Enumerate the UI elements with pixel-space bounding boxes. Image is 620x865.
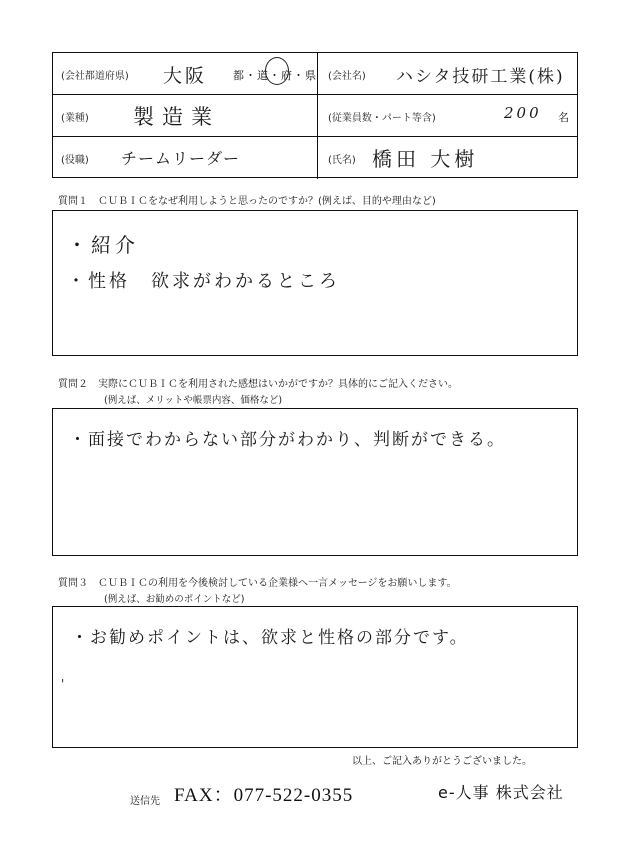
name-label: (氏名): [328, 155, 356, 166]
question-2-sub: (例えば、メリットや帳票内容、価格など): [104, 395, 283, 406]
employees-unit: 名: [558, 111, 569, 124]
employees-cell: [318, 95, 579, 136]
prefecture-value: 大阪: [163, 65, 208, 87]
answer-1-line-2: ・性格 欲求がわかるところ: [67, 271, 340, 292]
footer-company-name: e-人事 株式会社: [438, 783, 564, 802]
industry-cell: [53, 95, 318, 136]
employees-label: (従業員数・パート等含): [328, 113, 436, 124]
company-label: (会社名): [328, 71, 366, 82]
footer-fax-number: FAX：077-522-0355: [174, 785, 354, 806]
role-value: チームリーダー: [121, 149, 241, 168]
employees-value: 200: [504, 104, 542, 122]
company-value: ハシタ技研工業(株): [396, 67, 565, 87]
answer-box-2: [52, 408, 578, 556]
answer-box-3: [52, 606, 578, 748]
answer-3-line-1: ・お勧めポイントは、欲求と性格の部分です。: [71, 628, 469, 648]
prefecture-label: (会社都道府県): [61, 71, 129, 82]
info-row-2: [53, 95, 577, 137]
prefecture-selection-circle: [265, 57, 289, 85]
info-row-1: [53, 53, 577, 95]
role-label: (役職): [61, 155, 89, 166]
prefecture-cell: [53, 53, 318, 94]
info-row-3: [53, 137, 577, 179]
name-cell: [318, 137, 579, 179]
industry-label: (業種): [61, 113, 89, 124]
company-cell: [318, 53, 579, 94]
thanks-note: 以上、ご記入ありがとうございました。: [352, 756, 532, 767]
footer-send-to-label: 送信先: [130, 796, 160, 807]
question-3-sub: (例えば、お勧めのポイントなど): [104, 594, 245, 605]
answer-box-1: [52, 210, 578, 356]
name-value: 橋田 大樹: [372, 147, 479, 171]
question-3-text: 質問３ ＣＵＢＩＣの利用を今後検討している企業様へ一言メッセージをお願いします。: [58, 578, 457, 589]
answer-1-line-1: ・紹介: [67, 233, 139, 257]
respondent-info-table: [52, 52, 578, 178]
role-cell: [53, 137, 318, 179]
question-1-text: 質問１ ＣＵＢＩＣをなぜ利用しようと思ったのですか？(例えば、目的や理由など): [58, 196, 436, 207]
prefecture-options: 都・道・府・県: [233, 69, 317, 82]
answer-3-stray-mark: ': [61, 677, 65, 691]
answer-2-line-1: ・面接でわからない部分がわかり、判断ができる。: [69, 430, 506, 450]
industry-value: 製造業: [133, 105, 220, 129]
question-2-text: 質問２ 実際にＣＵＢＩＣを利用された感想はいかがですか？具体的にご記入ください。: [58, 379, 458, 390]
